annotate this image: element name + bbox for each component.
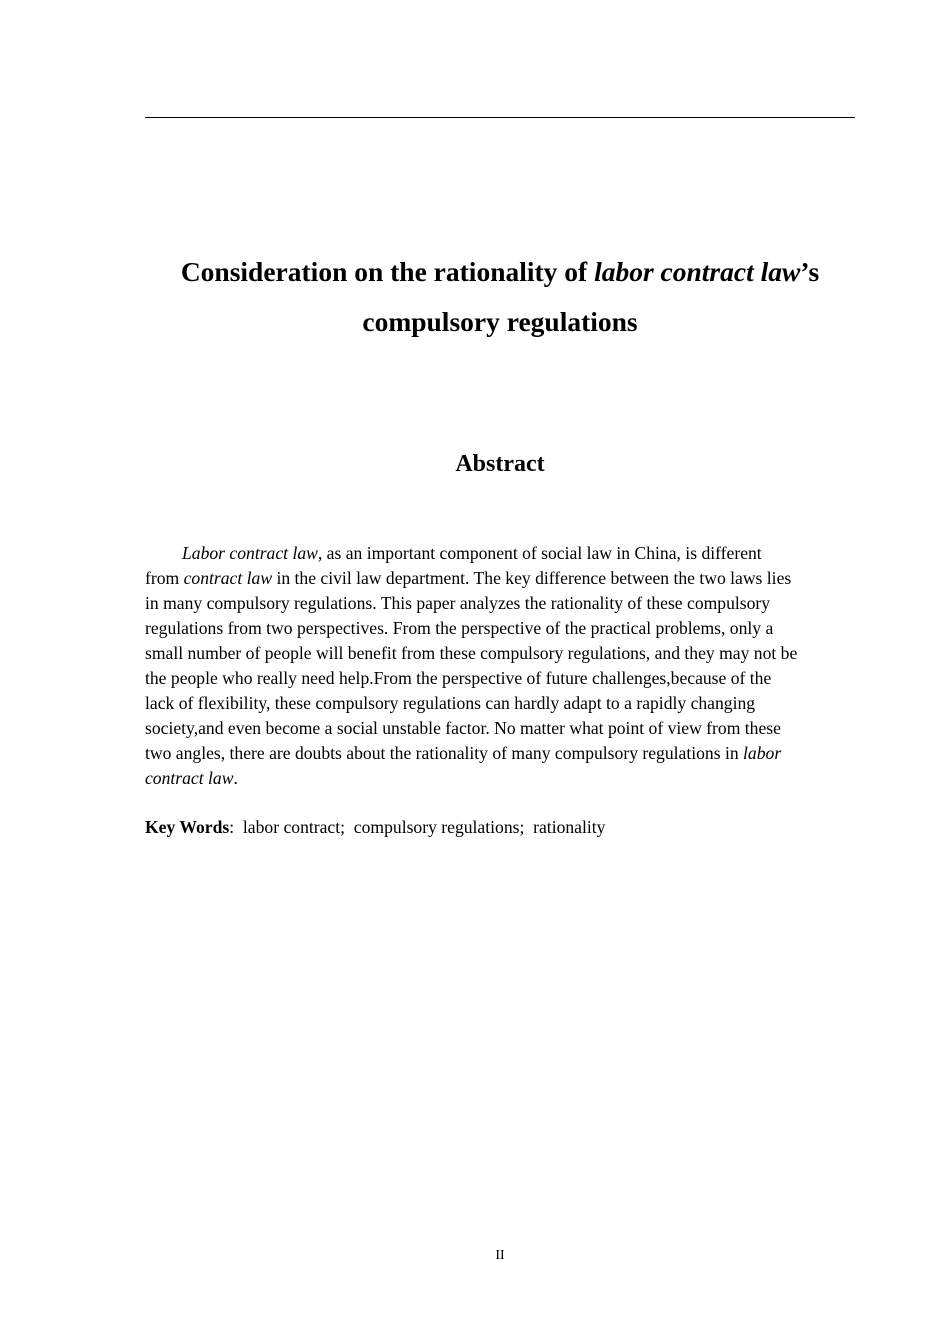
abstract-italic-term: Labor contract law: [182, 543, 318, 563]
title-line-1: [145, 247, 855, 297]
abstract-line: [145, 691, 857, 716]
abstract-line: [145, 716, 857, 741]
abstract-text: two angles, there are doubts about the rationality of many compulsory regulations in: [145, 743, 744, 763]
abstract-text: in the civil law department. The key difference between the two laws lies: [272, 568, 792, 588]
abstract-italic-term: contract law: [183, 568, 273, 588]
abstract-line: [145, 741, 857, 766]
abstract-text: lack of flexibility, these compulsory regulations can hardly adapt to a rapidly changing: [145, 693, 756, 713]
abstract-line: [145, 766, 857, 791]
title-text-2: ’s: [800, 256, 820, 287]
title-text-1: Consideration on the rationality of: [180, 256, 595, 287]
page-number: II: [495, 1248, 505, 1263]
paper-title: [145, 247, 855, 347]
abstract-text: small number of people will benefit from these compulsory regulations, and they may not be: [145, 643, 798, 663]
abstract-text: from: [145, 568, 184, 588]
title-italic-term: labor contract law: [594, 256, 801, 287]
keywords-separator: :: [229, 817, 243, 837]
abstract-text: .: [233, 768, 238, 788]
abstract-line: [145, 566, 857, 591]
abstract-text: society,and even become a social unstable factor. No matter what point of view from these: [145, 718, 781, 738]
abstract-line: [145, 666, 857, 691]
keywords-text: labor contract; compulsory regulations; rationality: [242, 817, 606, 837]
header-rule: [145, 117, 855, 118]
abstract-heading: Abstract: [455, 451, 545, 477]
abstract-text: regulations from two perspectives. From the perspective of the practical problems, only a: [145, 618, 774, 638]
abstract-italic-term: labor: [743, 743, 782, 763]
title-line-2: compulsory regulations: [362, 306, 638, 337]
abstract-italic-term: contract law: [145, 768, 234, 788]
abstract-text: , as an important component of social law in China, is different: [317, 543, 762, 563]
abstract-line: [145, 591, 857, 616]
abstract-line: [145, 641, 857, 666]
keywords-label: Key Words: [145, 817, 230, 837]
abstract-text: in many compulsory regulations. This paper analyzes the rationality of these compulsory: [145, 593, 771, 613]
keywords: [145, 815, 605, 840]
abstract-line: [145, 616, 857, 641]
abstract-body: [145, 541, 857, 791]
abstract-line: [145, 541, 857, 566]
abstract-text: the people who really need help.From the perspective of future challenges,because of the: [145, 668, 772, 688]
